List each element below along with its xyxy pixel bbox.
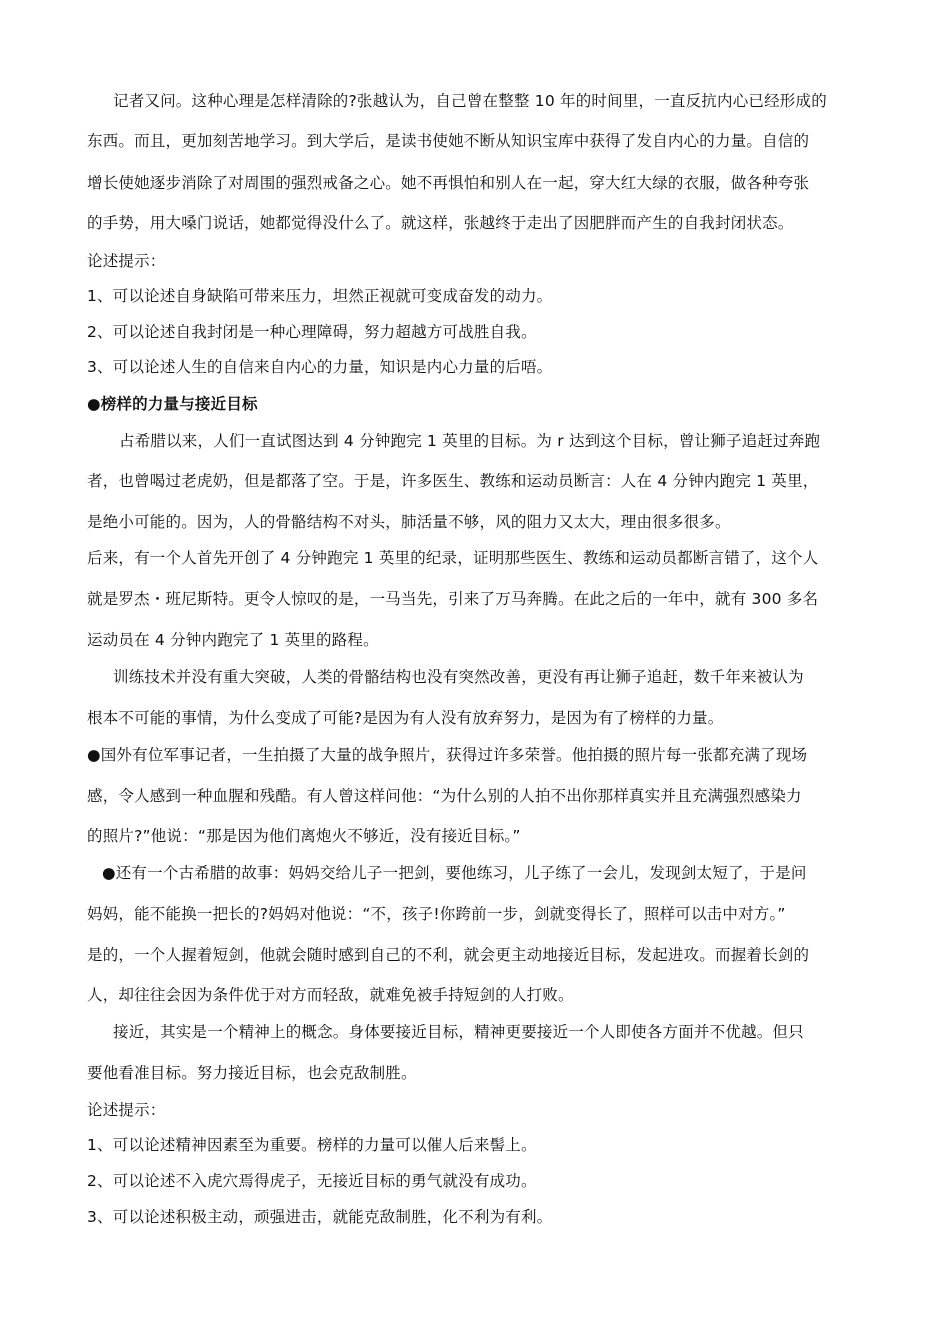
hint-item: 2、可以论述自我封闭是一种心理障碍，努力超越方可战胜自我。	[87, 323, 537, 341]
text-line: 感，令人感到一种血腥和残酷。有人曾这样问他：“为什么别的人拍不出你那样真实并且充满强烈感染力	[87, 787, 802, 805]
text-line: 东西。而且，更加刻苦地学习。到大学后，是读书使她不断从知识宝库中获得了发自内心的力量。自信的	[87, 132, 810, 150]
text-line: 要他看准目标。努力接近目标，也会克敌制胜。	[87, 1064, 417, 1082]
text-line: 记者又问。这种心理是怎样清除的?张越认为，自己曾在整整 10 年的时间里，一直反抗内心已经形成的	[113, 92, 827, 110]
text-line: 人，却往往会因为条件优于对方而轻敌，就难免被手持短剑的人打败。	[87, 986, 574, 1004]
hint-label: 论述提示：	[87, 1101, 166, 1119]
hint-item: 2、可以论述不入虎穴焉得虎子，无接近目标的勇气就没有成功。	[87, 1172, 537, 1190]
text-line: 接近，其实是一个精神上的概念。身体要接近目标，精神更要接近一个人即使各方面并不优越。但只	[113, 1023, 804, 1041]
text-line: 就是罗杰・班尼斯特。更令人惊叹的是，一马当先，引来了万马奔腾。在此之后的一年中，就有 300 多名	[87, 590, 819, 608]
text-line: 是绝小可能的。因为，人的骨骼结构不对头，肺活量不够，风的阻力又太大，理由很多很多。	[87, 513, 731, 531]
text-line: 妈妈，能不能换一把长的?妈妈对他说：“不，孩子!你跨前一步，剑就变得长了，照样可以击中对方。”	[87, 905, 786, 923]
hint-item: 3、可以论述积极主动，顽强进击，就能克敌制胜，化不利为有利。	[87, 1208, 553, 1226]
hint-label: 论述提示：	[87, 252, 166, 270]
hint-item: 1、可以论述自身缺陷可带来压力，坦然正视就可变成奋发的动力。	[87, 287, 553, 305]
text-line: 增长使她逐步消除了对周围的强烈戒备之心。她不再惧怕和别人在一起，穿大红大绿的衣服，做各种夸张	[87, 174, 810, 192]
text-line: 占希腊以来，人们一直试图达到 4 分钟跑完 1 英里的目标。为 r 达到这个目标，曾让狮子追赶过奔跑	[119, 432, 821, 450]
text-line: 者，也曾喝过老虎奶，但是都落了空。于是，许多医生、教练和运动员断言：人在 4 分钟内跑完 1 英里，	[87, 472, 819, 490]
text-line: 运动员在 4 分钟内跑完了 1 英里的路程。	[87, 631, 379, 649]
text-line: 是的，一个人握着短剑，他就会随时感到自己的不利，就会更主动地接近目标，发起进攻。而握着长剑的	[87, 946, 810, 964]
text-line: ●还有一个古希腊的故事：妈妈交给儿子一把剑，要他练习，儿子练了一会儿，发现剑太短了，于是问	[102, 864, 807, 882]
hint-item: 1、可以论述精神因素至为重要。榜样的力量可以催人后来髻上。	[87, 1136, 537, 1154]
text-line: 的手势，用大嗓门说话，她都觉得没什么了。就这样，张越终于走出了因肥胖而产生的自我封闭状态。	[87, 214, 794, 232]
hint-item: 3、可以论述人生的自信来自内心的力量，知识是内心力量的后唔。	[87, 358, 553, 376]
text-line: 根本不可能的事情，为什么变成了可能?是因为有人没有放弃努力，是因为有了榜样的力量。	[87, 709, 724, 727]
text-line: ●国外有位军事记者，一生拍摄了大量的战争照片，获得过许多荣誉。他拍摄的照片每一张都充满了现场	[87, 746, 808, 764]
text-line: 训练技术并没有重大突破，人类的骨骼结构也没有突然改善，更没有再让狮子追赶，数千年来被认为	[113, 668, 804, 686]
text-line: 的照片?”他说：“那是因为他们离炮火不够近，没有接近目标。”	[87, 827, 521, 845]
section-heading: ●榜样的力量与接近目标	[87, 395, 258, 413]
text-line: 后来，有一个人首先开创了 4 分钟跑完 1 英里的纪录，证明那些医生、教练和运动员都断言错了，这个人	[87, 549, 819, 567]
